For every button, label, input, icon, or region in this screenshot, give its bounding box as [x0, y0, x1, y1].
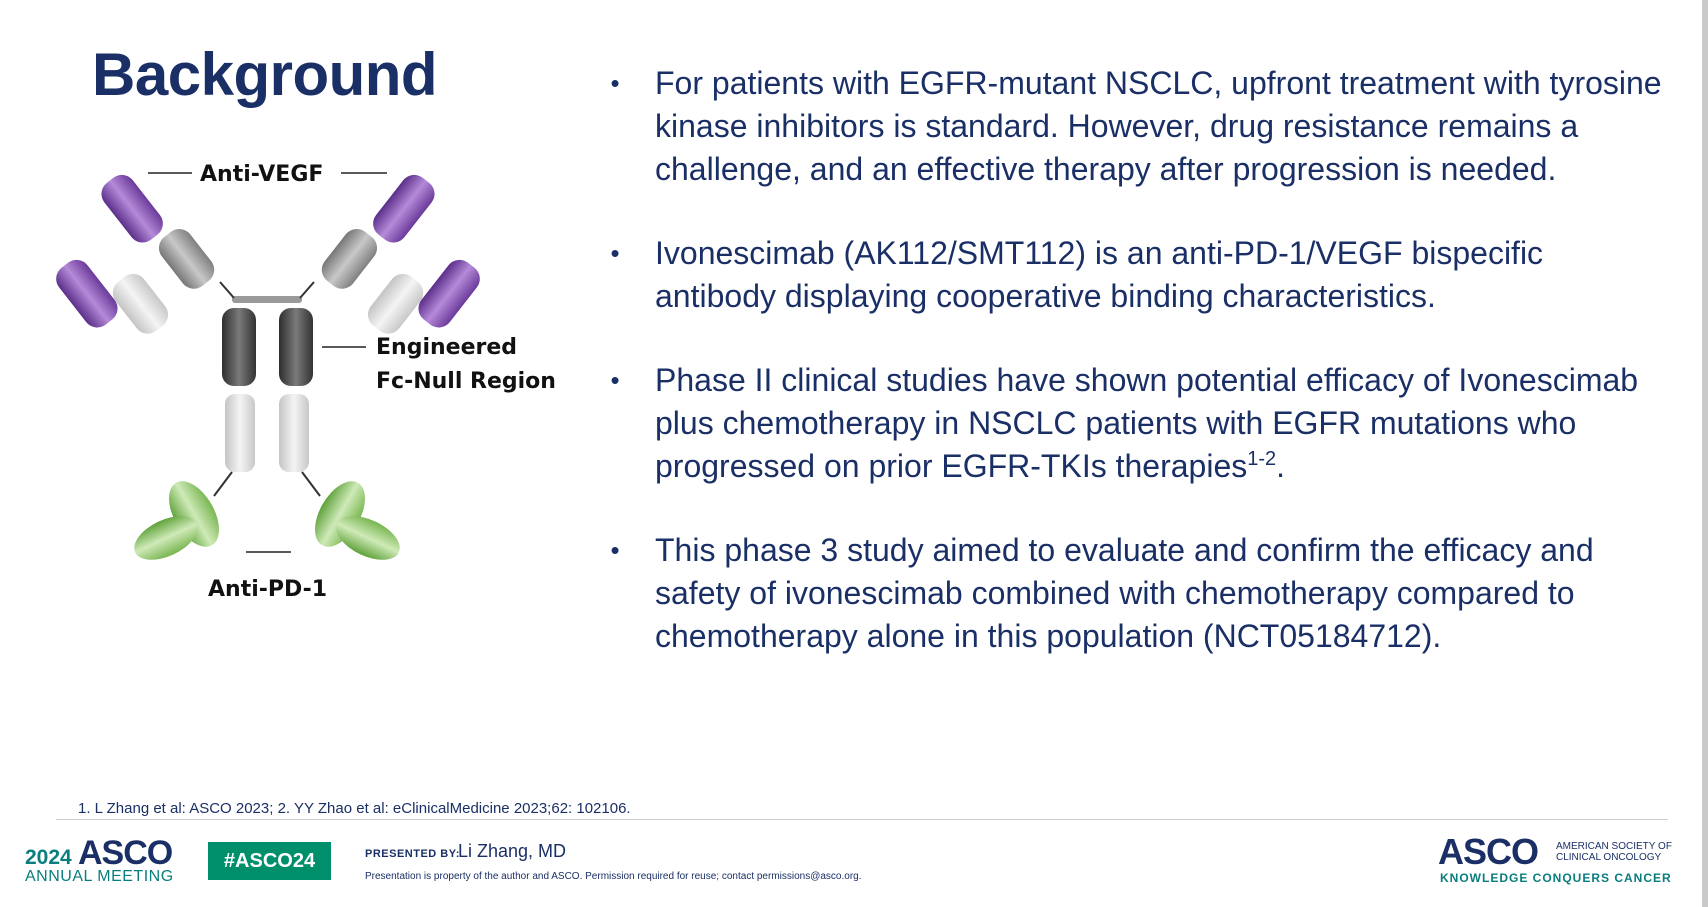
bullet-tail: . [1276, 448, 1286, 484]
slide-title: Background [92, 41, 438, 108]
label-anti-pd1: Anti-PD-1 [208, 577, 328, 602]
society-name [1556, 841, 1676, 863]
fc-ch3-left [225, 394, 255, 472]
tagline: KNOWLEDGE CONQUERS CANCER [1440, 871, 1672, 885]
bullet-item [605, 359, 1665, 488]
hinge-link-right [300, 282, 314, 298]
bullet-item [605, 232, 1665, 318]
pd1-link-left [214, 472, 232, 496]
left-light [51, 232, 174, 361]
vegf-domain-right-side [413, 254, 486, 333]
hinge-bar [232, 296, 302, 303]
hashtag-badge: #ASCO24 [208, 842, 331, 880]
bullet-text: Ivonescimab (AK112/SMT112) is an anti-PD-1/VEGF bispecific antibody displaying cooperative binding characteristics. [655, 235, 1544, 314]
footer-divider [56, 819, 1668, 820]
disclaimer: Presentation is property of the author and ASCO. Permission required for reuse; contact permissions@asco.org. [365, 871, 862, 882]
asco-logo: ASCO [1438, 831, 1539, 872]
bullet-list [605, 62, 1665, 699]
label-fc-line1: Engineered [376, 335, 518, 360]
fc-ch3-right [279, 394, 309, 472]
citation-superscript: 1-2 [1247, 448, 1277, 470]
bullet-marker: • [610, 535, 620, 565]
fab-heavy-left [153, 223, 220, 294]
meeting-asco-logo: ASCO [78, 834, 173, 872]
fab-light-left [107, 268, 174, 339]
bullet-marker: • [610, 238, 620, 268]
slide-right-edge [1702, 0, 1708, 907]
meeting-year: 2024 [25, 846, 72, 869]
fc-ch2-left [222, 308, 256, 386]
antibody-diagram [50, 160, 570, 670]
vegf-domain-right-top [367, 169, 440, 248]
presented-by-label: PRESENTED BY: [365, 848, 460, 860]
vegf-domain-left-side [51, 254, 124, 333]
bullet-marker: • [610, 365, 620, 395]
references: 1. L Zhang et al: ASCO 2023; 2. YY Zhao et al: eClinicalMedicine 2023;62: 102106. [78, 800, 631, 817]
meeting-subtitle: ANNUAL MEETING [25, 868, 174, 885]
fab-heavy-right [316, 223, 383, 294]
bullet-item [605, 62, 1665, 191]
bullet-text: This phase 3 study aimed to evaluate and confirm the efficacy and safety of ivonescimab combined with chemotherapy compared to chemotherapy alone in this population (NCT05184712). [655, 532, 1594, 654]
fab-light-right [362, 268, 429, 339]
bullet-text: For patients with EGFR-mutant NSCLC, upfront treatment with tyrosine kinase inhibitors is standard. However, drug resistance remains a challenge, and an effective therapy after progression is needed. [655, 65, 1662, 187]
society-line-2: CLINICAL ONCOLOGY [1556, 852, 1662, 863]
right-arm [316, 162, 440, 302]
label-anti-vegf: Anti-VEGF [200, 162, 324, 187]
society-line-1: AMERICAN SOCIETY OF [1556, 841, 1672, 852]
pd1-link-right [302, 472, 320, 496]
bullet-text: Phase II clinical studies have shown potential efficacy of Ivonescimab plus chemotherapy in NSCLC patients with EGFR mutations who progressed on prior EGFR-TKIs therapies [655, 362, 1639, 484]
presenter-name: Li Zhang, MD [458, 841, 567, 861]
label-fc-line2: Fc-Null Region [376, 369, 556, 394]
pd1-domain-right [305, 473, 407, 569]
hinge-link-left [220, 282, 234, 298]
bullet-marker: • [610, 68, 620, 98]
pd1-domain-left [128, 473, 230, 569]
vegf-domain-left-top [96, 169, 169, 248]
fc-ch2-right [279, 308, 313, 386]
bullet-item [605, 529, 1665, 658]
